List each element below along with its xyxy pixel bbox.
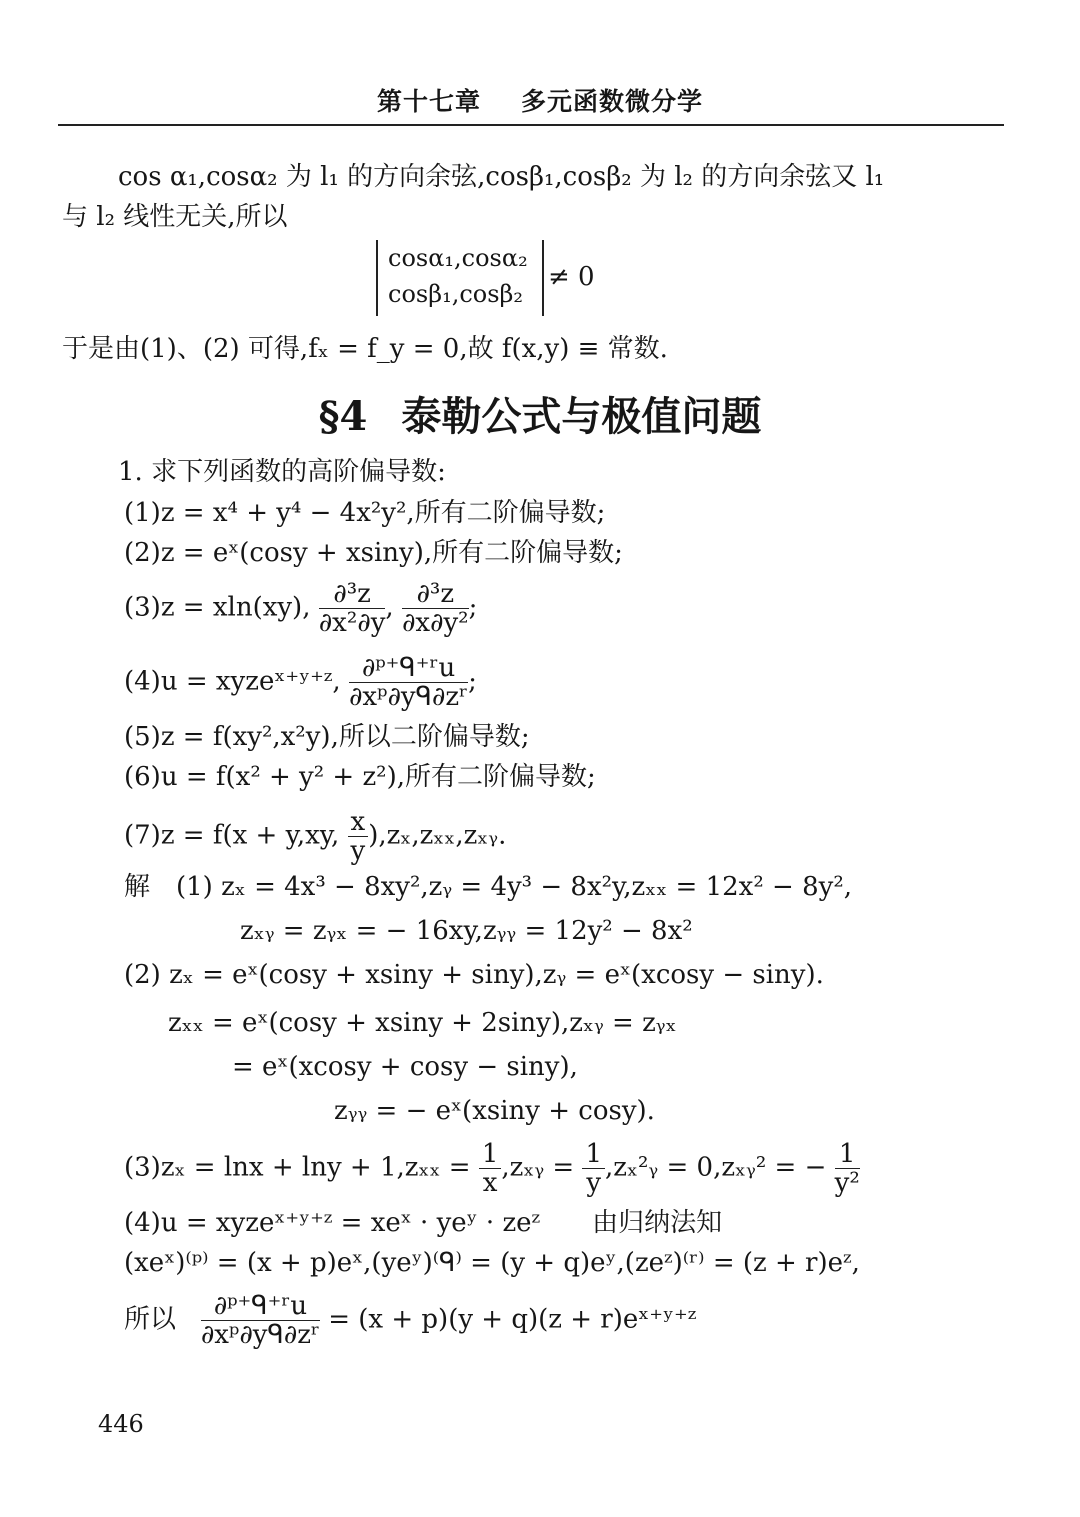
problem-5: (5)z = f(xy²,x²y),所以二阶偏导数; [124, 722, 530, 752]
solution-4c-text: 所以 [124, 1304, 177, 1335]
problem-7 [124, 808, 506, 865]
fraction-denominator: x [482, 1168, 498, 1198]
text-line-3: 于是由(1)、(2) 可得,fₓ = f_y = 0,故 f(x,y) ≡ 常数. [62, 334, 668, 364]
solution-3-mid: ,zₓᵧ = [501, 1152, 575, 1183]
problem-1: (1)z = x⁴ + y⁴ − 4x²y²,所有二阶偏导数; [124, 498, 606, 528]
fraction-numerator: 1 [835, 1140, 860, 1169]
solution-3-mid2: ,zₓ²ᵧ = 0,zₓᵧ² = − [605, 1152, 827, 1183]
fraction-numerator: ∂³z [402, 580, 469, 609]
chapter-title: 多元函数微分学 [521, 87, 704, 116]
running-header [0, 82, 1080, 118]
determinant-row-2: cosβ₁,cosβ₂ [388, 280, 524, 308]
text-line-2: 与 l₂ 线性无关,所以 [62, 202, 288, 232]
problem-7-text: (7)z = f(x + y,xy, [124, 820, 340, 851]
solution-2a: (2) zₓ = eˣ(cosy + xsiny + siny),zᵧ = eˣ(xcosy − siny). [124, 960, 824, 990]
problem-intro: 1. 求下列函数的高阶偏导数: [118, 457, 446, 487]
solution-1a: 解 (1) zₓ = 4x³ − 8xy²,zᵧ = 4y³ − 8x²y,zₓₓ = 12x² − 8y², [124, 872, 853, 902]
problem-2: (2)z = eˣ(cosy + xsiny),所有二阶偏导数; [124, 538, 623, 568]
determinant [376, 240, 544, 316]
fraction-denominator: ∂x∂y² [401, 608, 469, 638]
solution-3-text: (3)zₓ = lnx + lny + 1,zₓₓ = [124, 1152, 471, 1183]
determinant-row-1: cosα₁,cosα₂ [388, 244, 528, 272]
fraction-numerator: ∂ᵖ⁺ᑫ⁺ʳu [201, 1292, 320, 1321]
problem-6: (6)u = f(x² + y² + z²),所有二阶偏导数; [124, 762, 596, 792]
solution-2b: zₓₓ = eˣ(cosy + xsiny + 2siny),zₓᵧ = zᵧₓ [168, 1008, 677, 1038]
section-title: 泰勒公式与极值问题 [401, 393, 762, 440]
problem-4 [124, 654, 477, 711]
determinant-rhs: ≠ 0 [548, 262, 595, 292]
solution-2d: zᵧᵧ = − eˣ(xsiny + cosy). [334, 1096, 655, 1126]
fraction-numerator: ∂ᵖ⁺ᑫ⁺ʳu [349, 654, 468, 683]
problem-4-end: ; [468, 666, 477, 697]
problem-3: (3)z = xln(xy), $\frac{\text{∂³z}}{\text{∂x²∂y}}$ , $\frac{\text{∂³z}}{\text{∂x∂y²}}$ ; [124, 579, 478, 638]
problem-3-text: (3)z = xln(xy), [124, 592, 311, 623]
solution-4c [124, 1292, 696, 1349]
fraction-denominator: y [586, 1168, 602, 1198]
fraction-numerator: ∂³z [319, 580, 386, 609]
problem-4-text: (4)u = xyzeˣ⁺ʸ⁺ᶻ, [124, 666, 341, 697]
problem-7-end: ),zₓ,zₓₓ,zₓᵧ. [368, 820, 507, 851]
fraction [582, 1140, 605, 1197]
solution-1b: zₓᵧ = zᵧₓ = − 16xy,zᵧᵧ = 12y² − 8x² [240, 916, 693, 946]
fraction-numerator: 1 [582, 1140, 605, 1169]
fraction [348, 808, 369, 865]
section-heading [0, 385, 1080, 442]
fraction-denominator: y [350, 836, 366, 866]
problem-3-end: ; [468, 592, 478, 623]
fraction-denominator: y² [834, 1168, 860, 1198]
fraction-denominator: ∂x²∂y [318, 608, 386, 638]
fraction-numerator: 1 [479, 1140, 502, 1169]
fraction [349, 654, 468, 711]
solution-4a: (4)u = xyzeˣ⁺ʸ⁺ᶻ = xeˣ · yeʸ · zeᶻ 由归纳法知 [124, 1208, 723, 1238]
fraction-denominator: ∂xᵖ∂yᑫ∂zʳ [348, 682, 469, 712]
fraction [201, 1292, 320, 1349]
fraction [479, 1140, 502, 1197]
page-number: 446 [98, 1410, 144, 1438]
fraction [402, 580, 469, 637]
chapter-label: 第十七章 [376, 87, 481, 116]
text-line-1: cos α₁,cosα₂ 为 l₁ 的方向余弦,cosβ₁,cosβ₂ 为 l₂ 的方向余弦又 l₁ [118, 162, 885, 192]
solution-4c-result: = (x + p)(y + q)(z + r)eˣ⁺ʸ⁺ᶻ [328, 1304, 697, 1335]
header-rule [58, 124, 1004, 126]
fraction-numerator: x [348, 808, 369, 837]
section-number: §4 [318, 393, 368, 440]
fraction [319, 580, 386, 637]
fraction [835, 1140, 860, 1197]
solution-2c: = eˣ(xcosy + cosy − siny), [232, 1052, 578, 1082]
solution-3 [124, 1140, 860, 1197]
solution-4b: (xeˣ)⁽ᵖ⁾ = (x + p)eˣ,(yeʸ)⁽ᑫ⁾ = (y + q)eʸ,(zeᶻ)⁽ʳ⁾ = (z + r)eᶻ, [124, 1248, 860, 1278]
fraction-denominator: ∂xᵖ∂yᑫ∂zʳ [200, 1320, 320, 1350]
